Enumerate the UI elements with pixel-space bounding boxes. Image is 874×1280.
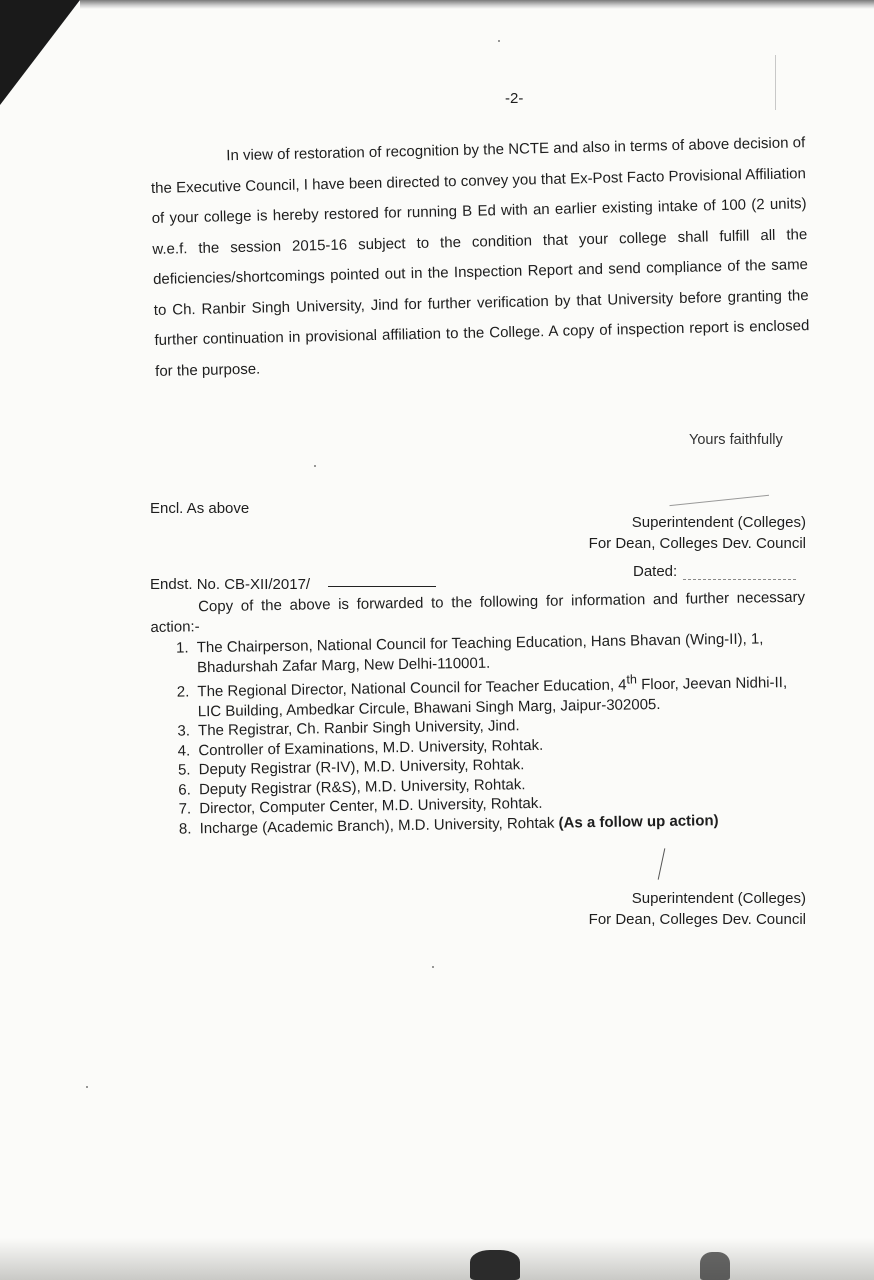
folded-corner-shadow <box>0 0 80 105</box>
endorsement-number: Endst. No. CB-XII/2017/ <box>150 576 311 593</box>
recipient-text: Floor, Jeevan Nidhi-II, LIC Building, Ambedkar Circule, Bhawani Singh Marg, Jaipur-302005. <box>197 674 788 720</box>
closing-salutation: Yours faithfully <box>689 432 783 448</box>
recipient-text: Incharge (Academic Branch), M.D. University, Rohtak <box>199 814 555 837</box>
scan-smudge <box>470 1250 520 1280</box>
recipient-item: 7. Director, Computer Center, M.D. University, Rohtak. <box>195 790 808 819</box>
scan-bottom-edge <box>0 1238 874 1280</box>
recipient-item: 4. Controller of Examinations, M.D. University, Rohtak. <box>194 731 807 760</box>
margin-mark <box>775 55 776 110</box>
body-paragraph: In view of restoration of recognition by the NCTE and also in terms of above decision of the Executive Council, I have been directed to convey you that Ex-Post Facto Provisional Affiliation of your college is hereby restored for running B Ed with an earlier existing intake of 100 (2 units) w.e.f. the session 2015-16 subject to the condition that your college shall fulfill all the deficiencies/shortcomings pointed out in the Inspection Report and send compliance of the same to Ch. Ranbir Singh University, Jind for further verification by that University before granting the further continuation in provisional affiliation to the College. A copy of inspection report is enclosed for the purpose. <box>150 134 810 380</box>
enclosure-note: Encl. As above <box>150 500 250 517</box>
signatory-2-office: For Dean, Colleges Dev. Council <box>588 911 806 928</box>
scan-speck <box>432 966 434 968</box>
recipient-item: 5. Deputy Registrar (R-IV), M.D. University, Rohtak. <box>195 751 808 780</box>
recipient-item: 3. The Registrar, Ch. Ranbir Singh University, Jind. <box>194 712 807 741</box>
recipient-list <box>151 629 809 839</box>
scan-top-edge <box>80 0 874 9</box>
recipient-emphasis: (As a follow up action) <box>558 811 719 832</box>
recipient-text: The Regional Director, National Council for Teacher Education, 4 <box>197 676 627 701</box>
signatory-1-designation: Superintendent (Colleges) <box>631 514 806 531</box>
recipient-item: 6. Deputy Registrar (R&S), M.D. University, Rohtak. <box>195 770 808 799</box>
body-paragraph-block <box>150 128 810 387</box>
scan-speck <box>86 1086 88 1088</box>
page-number: -2- <box>505 90 524 107</box>
dated-label: Dated: <box>633 563 678 580</box>
initial-mark <box>658 848 666 880</box>
recipient-item: 1. The Chairperson, National Council for Teaching Education, Hans Bhavan (Wing-II), 1, Bhadurshah Zafar Marg, New Delhi-110001. <box>193 629 807 678</box>
ordinal-suffix: th <box>626 672 638 687</box>
signature-scribble <box>667 471 769 506</box>
scan-speck <box>314 465 316 467</box>
signatory-1-office: For Dean, Colleges Dev. Council <box>588 535 806 552</box>
signatory-2-designation: Superintendent (Colleges) <box>631 890 806 907</box>
signatory-block-2 <box>552 888 806 930</box>
dated-blank-line <box>683 579 796 580</box>
signatory-block-1 <box>556 512 806 554</box>
scan-smudge <box>700 1252 730 1280</box>
endorsement-blank-line <box>328 586 436 587</box>
forwarding-intro: Copy of the above is forwarded to the following for information and further necessary action:- <box>150 588 806 636</box>
scan-speck <box>498 40 500 42</box>
forwarding-section <box>150 588 809 839</box>
